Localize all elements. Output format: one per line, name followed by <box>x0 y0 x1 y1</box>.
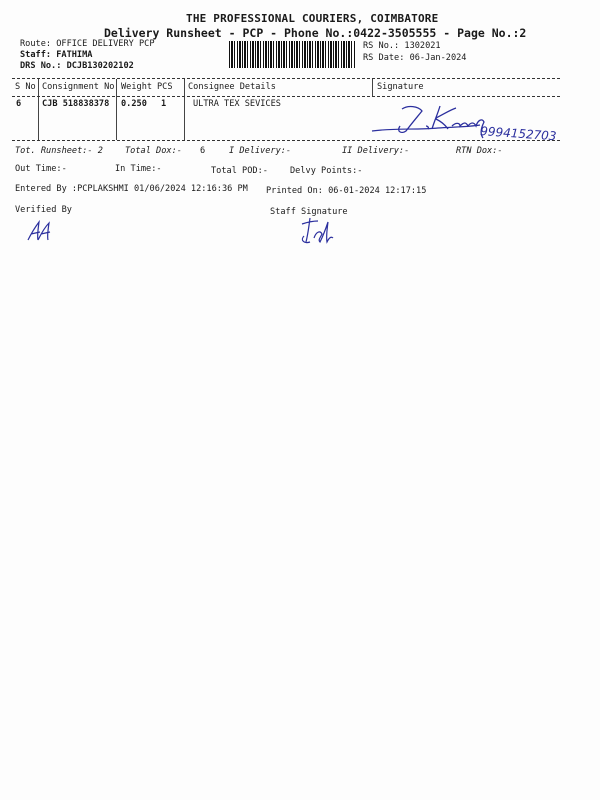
col-header-consignee: Consignee Details <box>188 82 276 92</box>
barcode <box>229 41 356 68</box>
col-header-consignment: Consignment No <box>42 82 115 92</box>
drs-number: DRS No.: DCJB130202102 <box>20 61 134 71</box>
in-time: In Time:- <box>115 164 162 174</box>
signature-phone-text: 9994152703 <box>479 124 557 143</box>
table-top-rule <box>12 78 560 79</box>
table-header-rule <box>12 96 560 97</box>
out-time: Out Time:- <box>15 164 67 174</box>
col-header-weight: Weight <box>121 82 153 92</box>
cell-pcs: 1 <box>161 99 167 109</box>
receiver-signature <box>368 98 578 143</box>
table-bottom-rule <box>12 140 560 141</box>
cell-consignment: CJB 518838378 <box>42 99 110 109</box>
printed-on: Printed On: 06-01-2024 12:17:15 <box>266 186 427 196</box>
rtn-dox: RTN Dox:- <box>456 146 503 156</box>
col-divider <box>184 79 185 140</box>
rs-number: RS No.: 1302021 <box>363 41 441 51</box>
total-dox-label: Total Dox:- <box>125 146 182 156</box>
entered-by: Entered By :PCPLAKSHMI 01/06/2024 12:16:36 PM <box>15 184 248 194</box>
verifier-signature <box>24 218 54 246</box>
staff-signature-label: Staff Signature <box>270 207 348 217</box>
ii-delivery: II Delivery:- <box>342 146 410 156</box>
staff-label: Staff: FATHIMA <box>20 50 93 60</box>
col-divider <box>372 79 373 96</box>
delvy-points: Delvy Points:- <box>290 166 363 176</box>
total-pod: Total POD:- <box>211 166 268 176</box>
col-divider <box>116 79 117 140</box>
cell-weight: 0.250 <box>121 99 147 109</box>
col-header-sno: S No <box>15 82 36 92</box>
route-label: Route: OFFICE DELIVERY PCP <box>20 39 155 49</box>
verified-by-label: Verified By <box>15 205 72 215</box>
runsheet-subtitle: Delivery Runsheet - PCP - Phone No.:0422-3505555 - Page No.:2 <box>104 26 527 40</box>
tot-runsheet: Tot. Runsheet:- 2 <box>15 146 103 156</box>
company-title: THE PROFESSIONAL COURIERS, COIMBATORE <box>186 12 439 25</box>
rs-date: RS Date: 06-Jan-2024 <box>363 53 467 63</box>
staff-signature <box>296 212 338 252</box>
total-dox-value: 6 <box>200 146 206 156</box>
col-divider <box>38 79 39 140</box>
cell-sno: 6 <box>16 99 22 109</box>
i-delivery: I Delivery:- <box>229 146 292 156</box>
col-header-signature: Signature <box>377 82 424 92</box>
col-header-pcs: PCS <box>157 82 173 92</box>
cell-consignee: ULTRA TEX SEVICES <box>193 99 281 109</box>
